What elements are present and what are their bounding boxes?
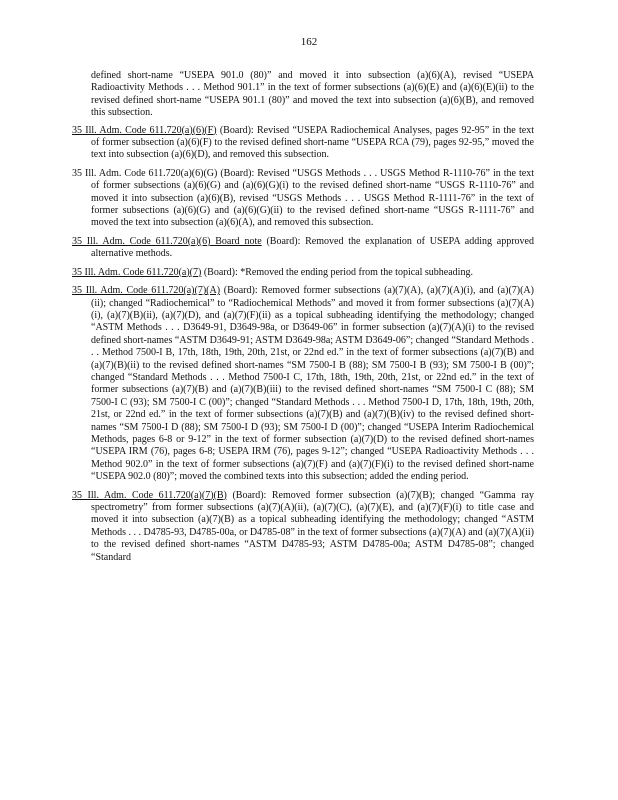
entry-reference: 35 Ill. Adm. Code 611.720(a)(6)(F) [72,124,217,136]
entry-a7 [72,267,534,279]
entry-text: (Board): Revised “USEPA Radiochemical Analyses, pages 92-95” in the text of former subsection (a)(6)(F) to the revised defined short-name “USEPA RCA (79), pages 92-95,” moved the text into subsection (a)(6)(D), and removed this subsection. [91,124,534,161]
page-number: 162 [300,36,318,48]
entry-text: (Board): *Removed the ending period from the topical subheading. [201,266,473,278]
entry-reference: 35 Ill. Adm. Code 611.720(a)(6) Board note [72,235,262,247]
intro-paragraph: defined short-name “USEPA 901.0 (80)” and moved it into subsection (a)(6)(A), revised “USEPA Radioactivity Methods . . . Method 901.1” in the text of former subsections (a)(6)(E) and (a)(6)(E)(ii) to the revised defined short-name “USEPA 901.1 (80)” and moved the text into subsection (a)(6)(B), and removed this subsection. [91,70,534,119]
page-body [72,70,534,570]
entry-a7A [72,285,534,484]
entry-a7B [72,490,534,564]
entry-reference: 35 Ill. Adm. Code 611.720(a)(7)(A) [72,285,221,297]
entry-text: 35 Ill. Adm. Code 611.720(a)(6)(G) (Board): Revised “USGS Methods . . . USGS Method R-1110-76” in the text of former subsections (a)(6)(G) and (a)(6)(G)(i) to the revised defined short-name “USGS R-1110-76” and moved it into subsection (a)(6)(B), revised “USGS Methods . . . USGS Method R-1111-76” in the text of former subsections (a)(6)(G) and (a)(6)(G)(ii) to the revised defined short-name “USGS R-1111-76” and moved the text into subsection (a)(6)(A), and removed this subsection. [72,167,534,229]
entry-text: (Board): Removed former subsections (a)(7)(A), (a)(7)(A)(i), and (a)(7)(A)(ii); changed “Radiochemical” to “Radiochemical Methods” and moved it from former subsections (a)(7)(A)(i), (a)(7)(B)(ii), (a)(7)(D), and (a)(7)(F)(ii) as a topical subheading identifying the methodology; changed “ASTM Methods . . . D3649-91, D3649-98a, or D3649-06” in former subsection (a)(7)(A)(i) to the revised defined short-names “ASTM D3649-91; ASTM D3649-98a; ASTM D3649-06”; changed “Standard Methods . . . Method 7500-I B, 17th, 18th, 19th, 20th, 21st, or 22nd ed.” in the text of former subsections (a)(7)(B) and (a)(7)(B)(ii) to the revised defined short-names “SM 7500-I B (88); SM 7500-I B (93); SM 7500-I B (00)”; changed “Standard Methods . . . Method 7500-I C, 17th, 18th, 19th, 20th, 21st, or 22nd ed.” in the text of former subsections (a)(7)(B) and (a)(7)(B)(iii) to the revised defined short-names “SM 7500-I C (88); SM 7500-I C (93); SM 7500-I C (00)”; changed “Standard Methods . . . Method 7500-I D, 17th, 18th, 19th, 20th, 21st, or 22nd ed.” in the text of former subsections (a)(7)(B) and (a)(7)(B)(iv) to the revised defined short-names “SM 7500-I D (88); SM 7500-I D (93); SM 7500-I D (00)”; changed “USEPA Interim Radiochemical Methods, pages 6-8 or 9-12” in the text of former subsection (a)(7)(D) to the revised defined short-names “USEPA IRM (76), pages 6-8; USEPA IRM (76), pages 9-12”; changed “USEPA Radioactivity Methods . . . Method 902.0” in the text of former subsections (a)(7)(F) and (a)(7)(F)(i) to the revised defined short-name “USEPA 902.0 (80)”; moved the combined texts into this subsection; added the ending period. [91,285,534,483]
entry-a6-board-note [72,236,534,261]
entry-a6F [72,125,534,162]
entry-a6G [72,168,534,230]
entry-text: (Board): Removed the explanation of USEPA adding approved alternative methods. [91,235,534,260]
entry-reference: 35 Ill. Adm. Code 611.720(a)(7)(B) [72,489,227,501]
entry-reference: 35 Ill. Adm. Code 611.720(a)(7) [72,266,202,278]
entry-text: (Board): Removed former subsection (a)(7)(B); changed “Gamma ray spectrometry” from former subsections (a)(7)(A)(ii), (a)(7)(C), (a)(7)(E), and (a)(7)(F)(i) to title case and moved it into subsection (a)(7)(B) as a topical subheading identifying the methodology; changed “ASTM Methods . . . D4785-93, D4785-00a, or D4785-08” in the text of former subsections (a)(7)(A) and (a)(7)(A)(ii) to the revised defined short-names “ASTM D4785-93; ASTM D4785-00a; ASTM D4785-08”; changed “Standard [91,489,534,563]
